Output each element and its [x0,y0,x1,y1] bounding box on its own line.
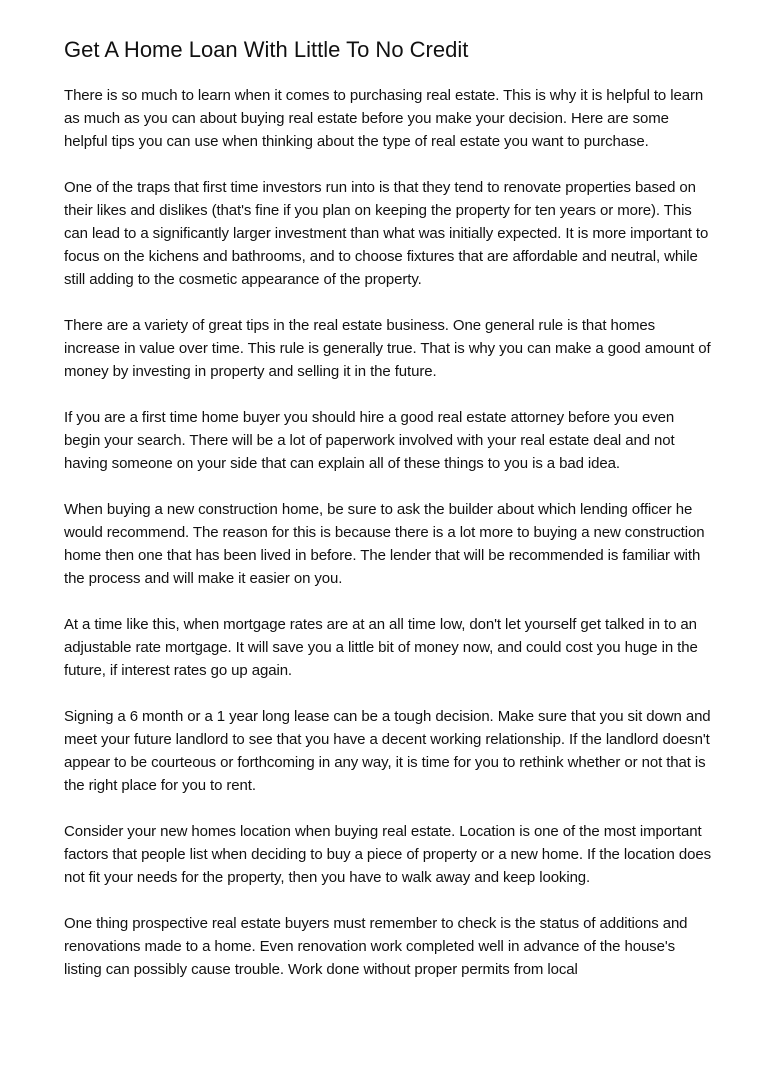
paragraph-5: When buying a new construction home, be sure to ask the builder about which lending officer he would recommend. The reason for this is because there is a lot more to buying a new construction home then one that has been lived in before. The lender that will be recommended is familiar with the process and will make it easier on you. [64,501,705,587]
paragraph-9: One thing prospective real estate buyers must remember to check is the status of additions and renovations made to a home. Even renovation work completed well in advance of the house's listing can possibly cause trouble. Work done without proper permits from local [64,915,688,978]
paragraph-8: Consider your new homes location when buying real estate. Location is one of the most important factors that people list when deciding to buy a piece of property or a new home. If the location does not fit your needs for the property, then you have to walk away and keep looking. [64,823,711,886]
paragraph-4: If you are a first time home buyer you should hire a good real estate attorney before you even begin your search. There will be a lot of paperwork involved with your real estate deal and not having someone on your side that can explain all of these things to you is a bad idea. [64,409,675,472]
paragraph-1: There is so much to learn when it comes to purchasing real estate. This is why it is helpful to learn as much as you can about buying real estate before you make your decision. Here are some helpful tips you can use when thinking about the type of real estate you want to purchase. [64,87,704,150]
paragraph-3: There are a variety of great tips in the real estate business. One general rule is that homes increase in value over time. This rule is generally true. That is why you can make a good amount of money by investing in property and selling it in the future. [64,317,711,380]
document-page [64,36,712,981]
paragraph-6: At a time like this, when mortgage rates are at an all time low, don't let yourself get talked in to an adjustable rate mortgage. It will save you a little bit of money now, and could cost you huge in the future, if interest rates go up again. [64,616,698,679]
document-title: Get A Home Loan With Little To No Credit [64,37,469,62]
paragraph-2: One of the traps that first time investors run into is that they tend to renovate properties based on their likes and dislikes (that's fine if you plan on keeping the property for ten years or more). This can lead to a significantly larger investment than what was initially expected. It is more important to focus on the kichens and bathrooms, and to choose fixtures that are affordable and neutral, while still adding to the cosmetic appearance of the property. [64,179,709,288]
paragraph-7: Signing a 6 month or a 1 year long lease can be a tough decision. Make sure that you sit down and meet your future landlord to see that you have a decent working relationship. If the landlord doesn't appear to be courteous or forthcoming in any way, it is time for you to rethink whether or not that is the right place for you to rent. [64,708,711,794]
